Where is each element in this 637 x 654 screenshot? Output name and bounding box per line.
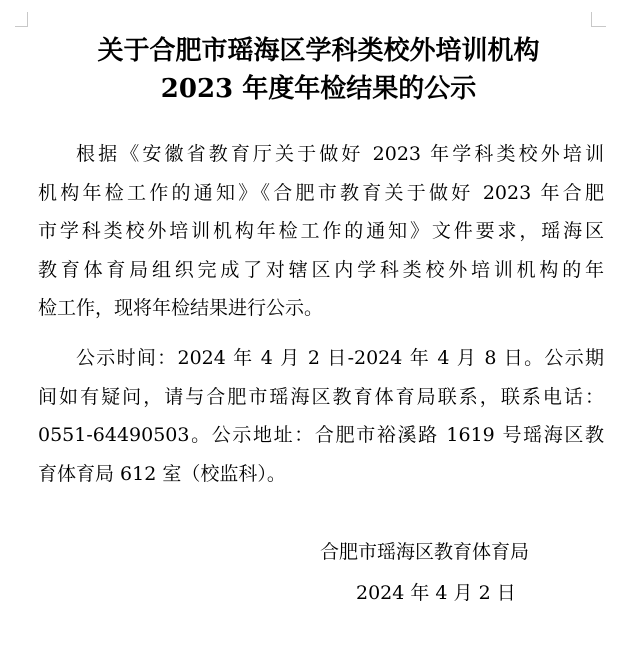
paragraph-2-line-3: 0551-64490503。公示地址：合肥市裕溪路 1619 号瑶海区教 <box>38 424 604 446</box>
paragraph-1-line-3: 市学科类校外培训机构年检工作的通知》文件要求，瑶海区 <box>38 220 604 242</box>
paragraph-1-line-2: 机构年检工作的通知》《合肥市教育关于做好 2023 年合肥 <box>38 181 604 204</box>
crop-mark-top-left <box>15 12 28 27</box>
document-title-line-1: 关于合肥市瑶海区学科类校外培训机构 <box>97 36 540 66</box>
paragraph-1-line-4: 教育体育局组织完成了对辖区内学科类校外培训机构的年 <box>38 258 604 281</box>
paragraph-1-line-5: 检工作，现将年检结果进行公示。 <box>38 297 324 319</box>
paragraph-2-line-1: 公示时间：2024 年 4 月 2 日-2024 年 4 月 8 日。公示期 <box>76 347 604 369</box>
paragraph-2-line-4: 育体育局 612 室（校监科）。 <box>38 462 286 485</box>
body-paragraph-1 <box>38 135 604 328</box>
paragraph-1-line-1: 根据《安徽省教育厅关于做好 2023 年学科类校外培训 <box>76 143 604 165</box>
signature-date: 2024 年 4 月 2 日 <box>356 582 516 604</box>
signature-organization: 合肥市瑶海区教育体育局 <box>320 541 530 563</box>
crop-mark-top-right <box>591 12 606 27</box>
paragraph-2-line-2: 间如有疑问，请与合肥市瑶海区教育体育局联系，联系电话： <box>38 385 604 408</box>
document-title-line-2: 2023 年度年检结果的公示 <box>160 74 477 104</box>
body-paragraph-2 <box>38 339 604 493</box>
